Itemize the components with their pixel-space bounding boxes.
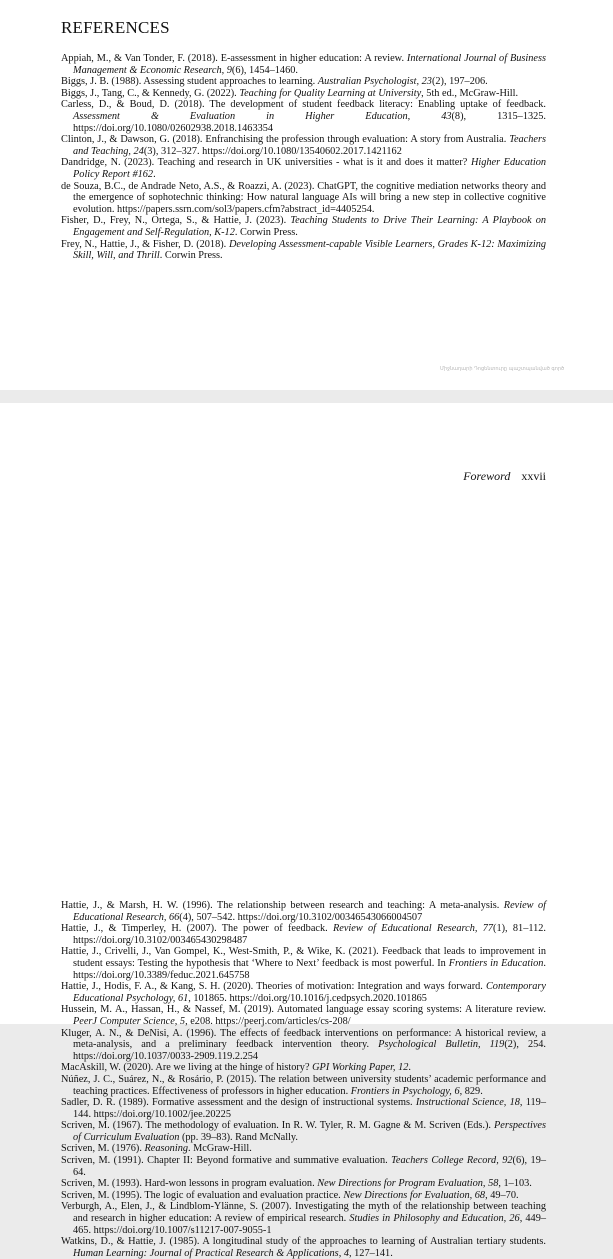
reference-source-italic: Higher Education Policy Report #162 <box>73 157 546 180</box>
reference-text: , 449–465. https://doi.org/10.1007/s11217-007-9055-1 <box>73 1213 546 1236</box>
reference-text: (6), 19–64. <box>73 1155 546 1178</box>
reference-source-italic: PeerJ Computer Science, 5 <box>73 1015 186 1027</box>
reference-source-italic: Studies in Philosophy and Education, 26 <box>349 1213 520 1225</box>
reference-entry <box>61 1236 546 1259</box>
reference-text: (4), 507–542. https://doi.org/10.3102/00346543066004507 <box>179 911 423 923</box>
reference-source-italic: Contemporary Educational Psychology, 61 <box>73 981 546 1004</box>
reference-source-italic: International Journal of Business Management & Economic Research, 9 <box>73 53 546 76</box>
reference-source-italic: Review of Educational Research, 77 <box>332 923 494 935</box>
reference-source-italic: Human Learning: Journal of Practical Research & Applications, 4 <box>73 1247 349 1259</box>
reference-text: Verburgh, A., Elen, J., & Lindblom-Ylänne, S. (2007). Investigating the myth of the relationship between teaching and research in higher education: A review of empirical research. <box>61 1201 546 1225</box>
reference-text: Scriven, M. (1976). <box>61 1143 145 1155</box>
reference-text: , 829. <box>459 1085 483 1097</box>
reference-text: Hussein, M. A., Hassan, H., & Nassef, M. (2019). Automated language essay scoring systems: A literature review. <box>61 1004 546 1016</box>
page-1 <box>0 0 613 390</box>
reference-source-italic: Perspectives of Curriculum Evaluation <box>73 1120 546 1143</box>
reference-text: Dandridge, N. (2023). Teaching and research in UK universities - what is it and does it matter? <box>61 157 471 169</box>
reference-list <box>61 53 546 262</box>
reference-text: (pp. 39–83). Rand McNally. <box>179 1131 298 1143</box>
reference-entry <box>61 99 546 134</box>
reference-text: , 119–144. https://doi.org/10.1002/jee.20225 <box>73 1097 546 1120</box>
reference-entry <box>61 981 546 1004</box>
reference-text: Appiah, M., & Van Tonder, F. (2018). E-assessment in higher education: A review. <box>61 53 407 64</box>
reference-entry <box>61 76 546 88</box>
reference-entry <box>61 1190 546 1202</box>
reference-text: , 49–70. <box>485 1189 519 1201</box>
reference-text: Scriven, M. (1967). The methodology of evaluation. In R. W. Tyler, R. M. Gagne & M. Scriven (Eds.). <box>61 1120 494 1132</box>
reference-source-italic: GPI Working Paper, 12 <box>312 1062 409 1074</box>
reference-text: . Corwin Press. <box>159 250 223 262</box>
reference-source-italic: Review of Educational Research, 66 <box>73 900 546 923</box>
reference-text: Fisher, D., Frey, N., Ortega, S., & Hattie, J. (2023). <box>61 215 291 227</box>
reference-text: MacAskill, W. (2020). Are we living at the hinge of history? <box>61 1062 313 1074</box>
reference-text: Hattie, J., Crivelli, J., Van Gompel, K., West-Smith, P., & Wike, K. (2021). Feedback that leads to improvement in student essays: Testing the hypothesis that ‘Where to Next’ feedback is most powerful. In <box>61 946 546 969</box>
reference-entry <box>61 1120 546 1143</box>
reference-entry <box>61 1097 546 1120</box>
reference-source-italic: Developing Assessment-capable Visible Learners, Grades K-12: Maximizing Skill, Will, and Thrill <box>73 238 547 262</box>
reference-source-italic: Australian Psychologist, 23 <box>317 76 432 88</box>
reference-entry <box>61 53 546 76</box>
reference-text: (2), 254. https://doi.org/10.1037/0033-2909.119.2.254 <box>73 1039 546 1062</box>
reference-source-italic: New Directions for Evaluation, 68 <box>343 1189 486 1201</box>
reference-source-italic: Reasoning <box>144 1143 188 1155</box>
reference-text: (6), 1454–1460. <box>231 64 298 76</box>
reference-text: , 127–141. <box>349 1247 393 1259</box>
reference-entry <box>61 946 546 981</box>
reference-text: (3), 312–327. https://doi.org/10.1080/13540602.2017.1421162 <box>143 145 402 157</box>
reference-entry <box>61 1074 546 1097</box>
reference-text: (2), 197–206. <box>431 76 488 88</box>
reference-entry <box>61 1004 546 1027</box>
reference-source-italic: Instructional Science, 18 <box>415 1097 520 1109</box>
reference-entry <box>61 134 546 157</box>
page-2 <box>0 403 613 1259</box>
reference-text: . Corwin Press. <box>234 226 298 238</box>
reference-entry <box>61 215 546 238</box>
reference-source-italic: Teaching Students to Drive Their Learning: A Playbook on Engagement and Self-Regulation, K-12 <box>73 215 546 238</box>
references-heading: REFERENCES <box>61 18 170 37</box>
reference-entry <box>61 239 546 262</box>
reference-entry <box>61 1155 546 1178</box>
reference-entry <box>61 1201 546 1236</box>
reference-text: Hattie, J., & Marsh, H. W. (1996). The relationship between research and teaching: A meta-analysis. <box>61 900 504 911</box>
reference-text: , 5th ed., McGraw-Hill. <box>421 87 519 99</box>
page-watermark: Միջնադարի Դոցենտուրը պաշտպանված գործ <box>440 366 565 372</box>
reference-entry <box>61 157 546 180</box>
reference-text: , 1–103. <box>498 1178 532 1190</box>
reference-entry <box>61 181 546 216</box>
reference-text: Clinton, J., & Dawson, G. (2018). Enfranchising the profession through evaluation: A story from Australia. <box>61 134 510 146</box>
reference-text: Scriven, M. (1991). Chapter II: Beyond formative and summative evaluation. <box>61 1155 392 1167</box>
reference-text: Biggs, J. B. (1988). Assessing student approaches to learning. <box>61 76 318 88</box>
reference-text: de Souza, B.C., de Andrade Neto, A.S., & Roazzi, A. (2023). ChatGPT, the cognitive mediation networks theory and the emergence of sophotechnic thinking: How natural language AIs will bring a new step in collective cognitive evolution. https://papers.ssrn.com/sol3/papers.cfm?abstract_id=4405254. <box>61 180 546 215</box>
reference-entry <box>61 923 546 946</box>
reference-text: Biggs, J., Tang, C., & Kennedy, G. (2022). <box>61 87 240 99</box>
reference-text: . <box>408 1062 411 1074</box>
reference-text: . <box>153 168 156 180</box>
reference-entry <box>61 900 546 923</box>
reference-entry <box>61 1178 546 1190</box>
reference-text: Núñez, J. C., Suárez, N., & Rosário, P. (2015). The relation between university students’ academic performance and teaching practices. Effectiveness of professors in higher education. <box>61 1073 546 1097</box>
reference-list <box>61 900 546 1259</box>
running-head-title: Foreword <box>463 469 511 483</box>
reference-source-italic: Teachers and Teaching, 24 <box>73 134 546 157</box>
reference-text: . https://doi.org/10.3389/feduc.2021.645758 <box>73 957 546 981</box>
reference-text: Kluger, A. N., & DeNisi, A. (1996). The effects of feedback interventions on performance: A historical review, a meta-analysis, and a preliminary feedback intervention theory. <box>61 1027 546 1051</box>
reference-text: (1), 81–112. https://doi.org/10.3102/003465430298487 <box>73 923 546 946</box>
page-number: xxvii <box>521 469 546 483</box>
reference-entry <box>61 1028 546 1063</box>
reference-entry <box>61 1062 546 1074</box>
reference-source-italic: Frontiers in Psychology, 6 <box>350 1085 460 1097</box>
reference-source-italic: Teachers College Record, 92 <box>391 1155 513 1167</box>
reference-source-italic: Teaching for Quality Learning at University <box>239 87 422 99</box>
reference-text: . McGraw-Hill. <box>188 1143 252 1155</box>
reference-entry <box>61 1143 546 1155</box>
reference-text: Carless, D., & Boud, D. (2018). The development of student feedback literacy: Enabling uptake of feedback. <box>61 99 546 111</box>
reference-source-italic: Assessment & Evaluation in Higher Education, 43 <box>73 110 452 122</box>
reference-source-italic: Psychological Bulletin, 119 <box>378 1039 505 1051</box>
reference-source-italic: New Directions for Program Evaluation, 58 <box>317 1178 499 1190</box>
reference-source-italic: Frontiers in Education <box>448 957 544 969</box>
reference-text: , 101865. https://doi.org/10.1016/j.cedpsych.2020.101865 <box>188 992 427 1004</box>
reference-text: Hattie, J., & Timperley, H. (2007). The power of feedback. <box>61 923 333 935</box>
running-head <box>463 469 546 484</box>
reference-text: Hattie, J., Hodis, F. A., & Kang, S. H. (2020). Theories of motivation: Integration and ways forward. <box>61 981 486 993</box>
reference-text: , e208. https://peerj.com/articles/cs-208/ <box>185 1015 351 1027</box>
reference-text: Scriven, M. (1993). Hard-won lessons in program evaluation. <box>61 1178 318 1190</box>
reference-text: (8), 1315–1325. https://doi.org/10.1080/02602938.2018.1463354 <box>73 110 546 134</box>
reference-text: Sadler, D. R. (1989). Formative assessment and the design of instructional systems. <box>61 1097 416 1109</box>
reference-entry <box>61 88 546 100</box>
reference-text: Scriven, M. (1995). The logic of evaluation and evaluation practice. <box>61 1189 344 1201</box>
reference-text: Frey, N., Hattie, J., & Fisher, D. (2018). <box>61 238 229 250</box>
reference-text: Watkins, D., & Hattie, J. (1985). A longitudinal study of the approaches to learning of Australian tertiary students. <box>61 1236 546 1248</box>
